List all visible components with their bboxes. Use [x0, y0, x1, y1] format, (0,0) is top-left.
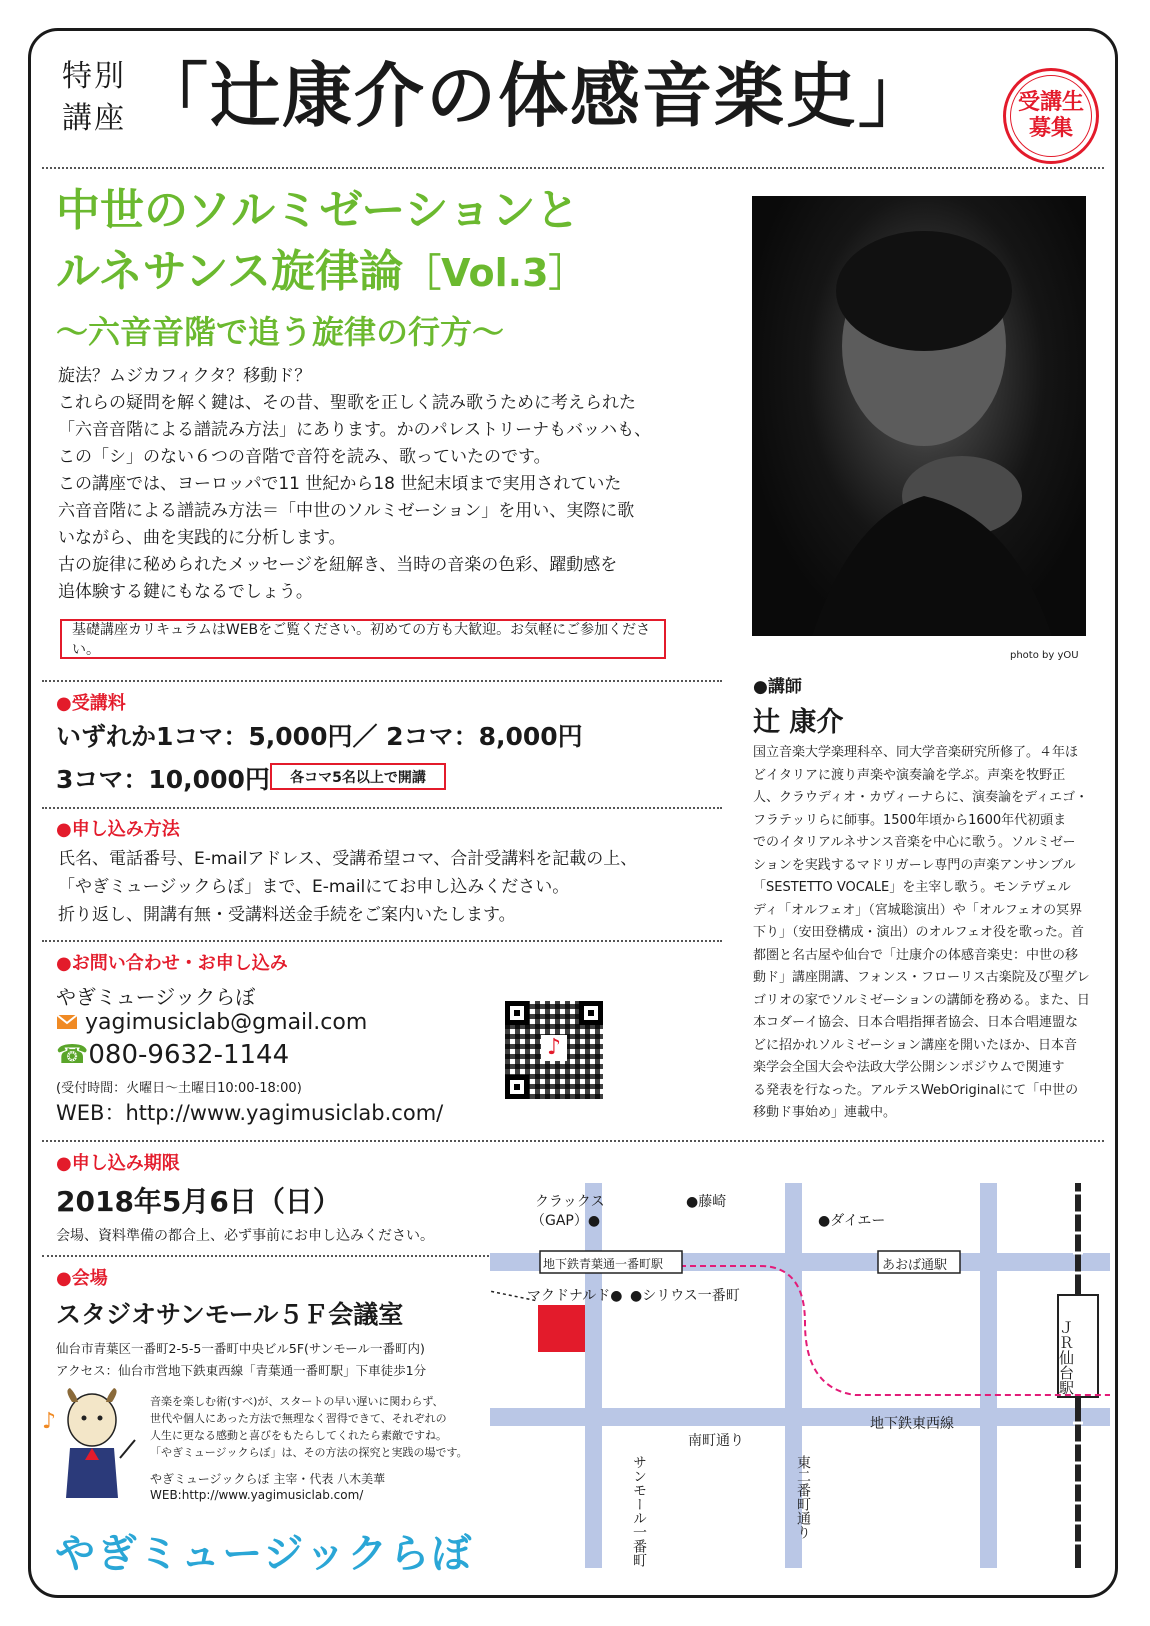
- contact-email-row: [56, 1010, 367, 1035]
- page-title: 「辻康介の体感音楽史」: [138, 55, 930, 137]
- course-title-line-1: 中世のソルミゼーションと: [56, 185, 580, 236]
- divider: [42, 940, 722, 942]
- map-label-aoba-station: 地下鉄青葉通一番町駅: [543, 1257, 664, 1271]
- contact-email[interactable]: yagimusiclab@gmail.com: [85, 1010, 368, 1035]
- bio-line: 動ド」講座開講、フォンス・フローリス古楽院及び聖グレ: [753, 970, 1090, 985]
- portrait-silhouette: [752, 196, 1086, 636]
- fee-note: 各コマ5名以上で開講: [270, 763, 446, 790]
- venue-address: 仙台市青葉区一番町2-5-5一番町中央ビル5F(サンモール一番町内): [56, 1341, 425, 1356]
- recruit-stamp: [1003, 68, 1099, 164]
- bio-line: 「SESTETTO VOCALE」を主宰し歌う。モンテヴェル: [753, 880, 1071, 895]
- footer-web[interactable]: WEB:http://www.yagimusiclab.com/: [150, 1488, 364, 1502]
- course-subtitle: 〜六音音階で追う旋律の行方〜: [56, 313, 505, 351]
- bio-line: 移動ド事始め」連載中。: [753, 1105, 897, 1120]
- map-label-gap: （GAP）●: [531, 1213, 601, 1229]
- divider: [42, 807, 722, 809]
- bio-line: 都圏と名古屋や仙台で「辻康介の体感音楽史：中世の移: [753, 947, 1079, 963]
- venue-access: アクセス：仙台市営地下鉄東西線「青葉通一番町駅」下車徒歩1分: [56, 1363, 427, 1378]
- notice-text: 基礎講座カリキュラムはWEBをご覧ください。初めての方も大歓迎。お気軽にご参加ください。: [72, 622, 651, 658]
- apply-line: 氏名、電話番号、E-mailアドレス、受講希望コマ、合計受講料を記載の上、: [58, 849, 638, 869]
- lecturer-bio: [753, 742, 1090, 1125]
- bio-line: 国立音楽大学楽理科卒、同大学音楽研究所修了。４年ほ: [753, 745, 1079, 760]
- description-line: この講座では、ヨーロッパで11 世紀から18 世紀末頃まで実用されていた: [58, 474, 622, 494]
- contact-phone-row: [56, 1040, 289, 1070]
- description-line: 「六音音階による譜読み方法」にあります。かのパレストリーナもバッハも、: [58, 420, 652, 440]
- venue-name: スタジオサンモール５Ｆ会議室: [56, 1300, 404, 1329]
- footer-message: [150, 1393, 468, 1461]
- venue-marker: [538, 1305, 585, 1352]
- goat-conductor-icon: [40, 1388, 136, 1508]
- logo-text: やぎミュージックらぼ: [55, 1531, 474, 1577]
- map-label-minamimachi: 南町通り: [688, 1433, 744, 1449]
- contact-label: ●お問い合わせ・お申し込み: [56, 953, 288, 974]
- description-line: 追体験する鍵にもなるでしょう。: [58, 582, 313, 602]
- course-vol: ［Vol.3］: [403, 251, 587, 295]
- description-line: いながら、曲を実践的に分析します。: [58, 528, 346, 548]
- special-label-2: 講座: [62, 101, 126, 136]
- bio-line: ディ「オルフェオ」（宮城聡演出）や「オルフェオの冥界: [753, 902, 1083, 918]
- road-sunmall: [585, 1183, 602, 1568]
- map-label-aobadori-station: あおば通駅: [882, 1258, 948, 1273]
- road-east: [980, 1183, 997, 1568]
- deadline-label: ●申し込み期限: [56, 1153, 180, 1174]
- bio-line: る発表を行なった。アルテスWebOriginalにて「中世の: [753, 1082, 1079, 1098]
- stamp-line-1: 受講生: [1017, 90, 1084, 115]
- description-line: 古の旋律に秘められたメッセージを紐解き、当時の音楽の色彩、躍動感を: [58, 555, 618, 575]
- bio-line: 本コダーイ協会、日本合唱指揮者協会、日本合唱連盟な: [753, 1015, 1079, 1030]
- apply-text: [58, 845, 637, 929]
- map-label-daiei: ●ダイエー: [818, 1213, 886, 1229]
- description-line: この「シ」のない６つの音階で音符を読み、歌っていたのです。: [58, 447, 551, 467]
- footer-message-line: 「やぎミュージックらぼ」は、その方法の探究と実践の場です。: [150, 1446, 468, 1459]
- description-line: 旋法？ムジカフィクタ？移動ド？: [58, 366, 312, 386]
- fee-line-2: 3コマ：10,000円: [56, 765, 270, 794]
- footer-signature: やぎミュージックらぼ 主宰・代表 八木美華: [150, 1472, 386, 1486]
- lecturer-name: 辻 康介: [753, 707, 844, 738]
- fee-line-1: いずれか1コマ：5,000円／ 2コマ：8,000円: [56, 722, 583, 751]
- lecturer-photo: [752, 196, 1086, 636]
- apply-line: 「やぎミュージックらぼ」まで、E-mailにてお申し込みください。: [58, 877, 570, 897]
- contact-org: やぎミュージックらぼ: [56, 985, 256, 1009]
- contact-hours: (受付時間：火曜日〜土曜日10:00-18:00): [56, 1081, 302, 1096]
- bio-line: ゴリオの家でソルミゼーションの講師を務める。また、日: [753, 992, 1090, 1008]
- fee-label: ●受講料: [56, 693, 126, 714]
- course-description: [58, 363, 651, 606]
- map-label-sirius: ●シリウス一番町: [630, 1288, 740, 1304]
- venue-label: ●会場: [56, 1268, 108, 1289]
- apply-line: 折り返し、開講有無・受講料送金手続をご案内いたします。: [58, 905, 516, 925]
- bio-line: どイタリアに渡り声楽や演奏論を学ぶ。声楽を牧野正: [753, 767, 1066, 783]
- footer-message-line: 世代や個人にあった方法で無理なく習得できて、それぞれの: [150, 1412, 447, 1425]
- deadline-date: 2018年5月6日（日）: [56, 1185, 341, 1218]
- contact-web[interactable]: WEB：http://www.yagimusiclab.com/: [56, 1101, 444, 1125]
- apply-label: ●申し込み方法: [56, 819, 180, 840]
- map-label-subway: 地下鉄東西線: [870, 1416, 954, 1432]
- qr-code[interactable]: [505, 1001, 603, 1099]
- map-label-fujisaki: ●藤崎: [686, 1194, 727, 1210]
- envelope-icon: [56, 1014, 78, 1030]
- bio-line: ションを実践するマドリガーレ専門の声楽アンサンブル: [753, 857, 1076, 873]
- divider: [42, 1255, 497, 1257]
- telephone-icon: ☎: [56, 1040, 89, 1070]
- map-label-mcdonalds: マクドナルド●: [527, 1288, 623, 1304]
- map-label-crux: クラックス: [535, 1194, 605, 1210]
- contact-phone[interactable]: 080-9632-1144: [88, 1040, 290, 1070]
- music-note-icon: ♪: [541, 1035, 567, 1061]
- bio-line: どに招かれソルミゼーション講座を開いたほか、日本音: [753, 1037, 1077, 1053]
- stamp-line-2: 募集: [1028, 116, 1073, 141]
- bio-line: でのイタリアルネサンス音楽を中心に歌う。ソルミゼー: [753, 835, 1076, 850]
- footer-message-line: 音楽を楽しむ術(すべ)が、スタートの早い遅いに関わらず、: [150, 1395, 444, 1408]
- svg-text:♪: ♪: [42, 1409, 57, 1434]
- bio-line: 人、クラウディオ・カヴィーナらに、演奏論をディエゴ・: [753, 790, 1089, 805]
- bio-line: 下り」（安田登構成・演出）のオルフェオ役を歌った。首: [753, 925, 1084, 940]
- bio-line: 楽学会全国大会や法政大学公開シンポジウムで関連す: [753, 1060, 1065, 1075]
- course-title-line-2: ルネサンス旋律論: [56, 246, 404, 297]
- special-label-1: 特別: [62, 59, 126, 94]
- footer-message-line: 人生に更なる感動と喜びをもたらしてくれたら素敵ですね。: [150, 1429, 447, 1442]
- description-line: これらの疑問を解く鍵は、その昔、聖歌を正しく読み歌うために考えられた: [58, 393, 636, 413]
- notice-box: [60, 619, 666, 659]
- map-label-sunmall: サンモール一番町: [631, 1455, 647, 1567]
- divider: [42, 680, 722, 682]
- deadline-note: 会場、資料準備の都合上、必ず事前にお申し込みください。: [56, 1228, 434, 1244]
- divider: [42, 167, 1104, 169]
- lecturer-label: ●講師: [753, 677, 802, 697]
- divider: [42, 1140, 1104, 1142]
- photo-credit: photo by yOU: [1010, 650, 1079, 661]
- bio-line: フラテッリらに師事。1500年頃から1600年代初頭ま: [753, 812, 1067, 828]
- description-line: 六音音階による譜読み方法＝「中世のソルミゼーション」を用い、実際に歌: [58, 501, 635, 521]
- map-label-higashi: 東二番町通り: [795, 1455, 811, 1539]
- map-label-jr: ＪＲ仙台駅: [1057, 1320, 1075, 1395]
